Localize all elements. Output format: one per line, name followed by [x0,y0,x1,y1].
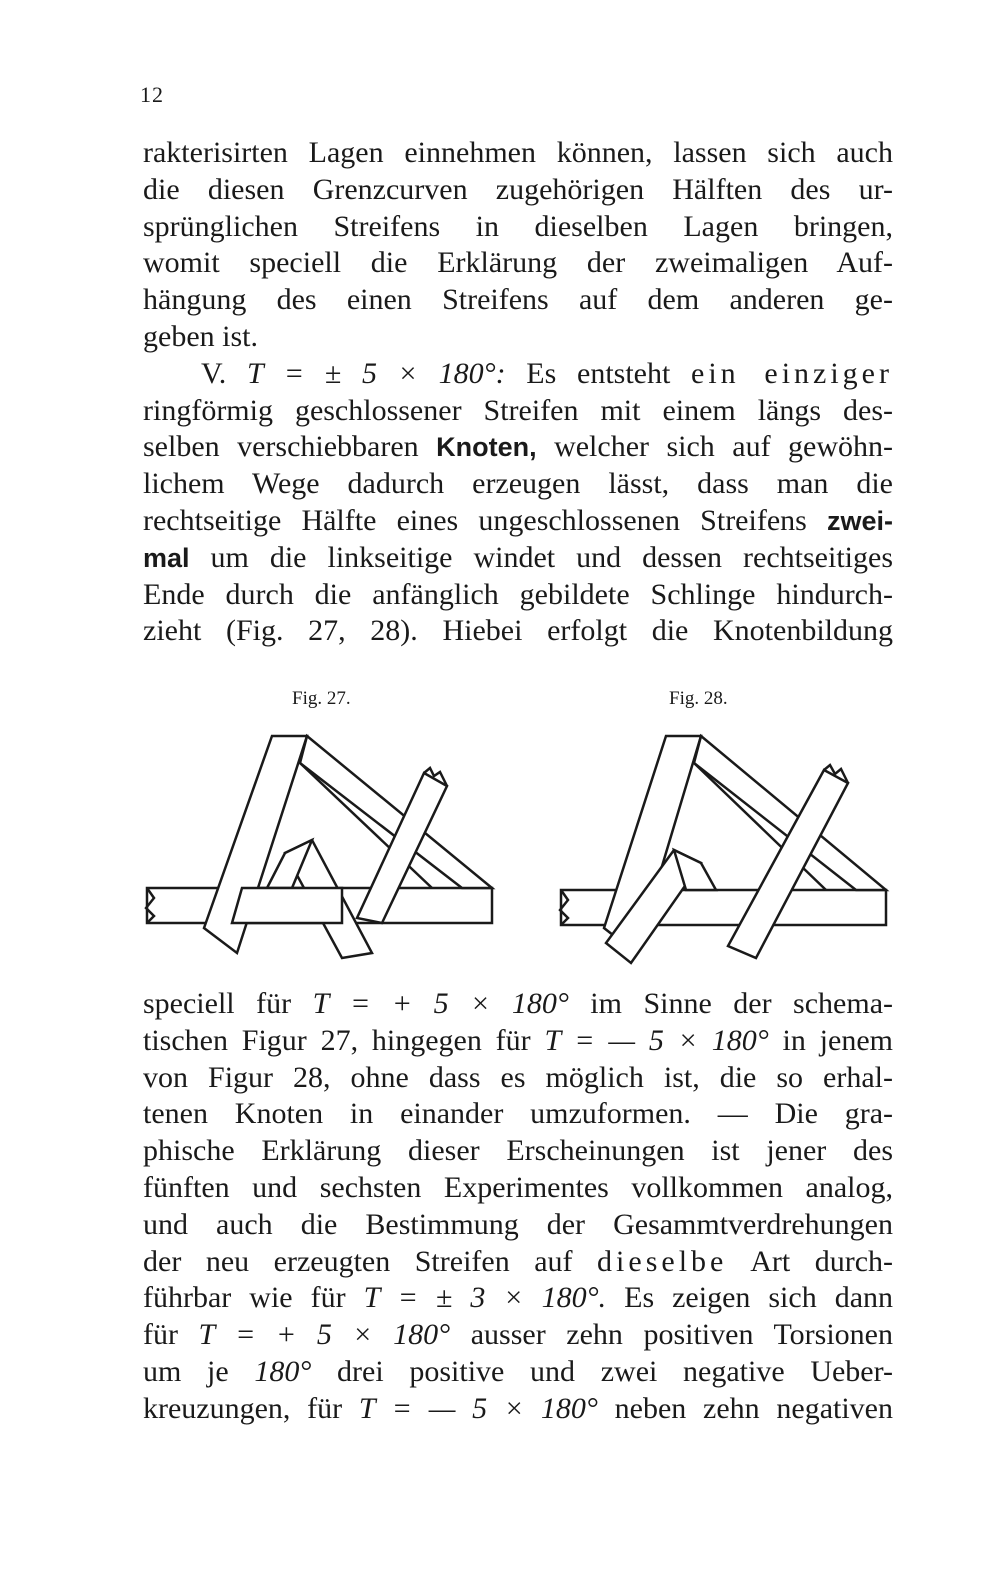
figure-caption-28: Fig. 28. [669,688,728,709]
figure-caption-27: Fig. 27. [292,688,351,709]
horizontal-strip-front [232,888,342,923]
text-line [143,986,893,1023]
text-line [143,356,893,393]
text-line [143,1280,893,1317]
text-span: neben zehn negativen [597,1391,893,1425]
formula: T = + 5 × 180° [198,1318,451,1352]
text-line: und auch die Bestimmung der Gesammtverdrehungen [143,1207,893,1241]
text-span: selben verschiebbaren [143,430,437,464]
section-label: V. [201,356,227,390]
emphasis-spaced: dieselbe [597,1244,728,1278]
paragraph-continuation [143,986,893,1428]
text-line: rakterisirten Lagen einnehmen können, lassen sich auch [143,136,893,169]
text-span: führbar wie für [143,1281,364,1315]
text-line [143,1023,893,1060]
text-line: fünften und sechsten Experimentes vollkommen analog, [143,1170,893,1204]
text-span: ausser zehn positiven Torsionen [450,1318,894,1352]
paragraph-section-v [143,356,893,650]
text-line [143,1391,893,1428]
figure-28-knot-diagram [556,718,896,968]
formula: T = ± 3 × 180°. [363,1281,607,1315]
formula: T = + 5 × 180° [312,987,569,1020]
text-line: hängung des einen Streifens auf dem anderen ge- [143,283,893,317]
page-number: 12 [140,82,164,107]
emphasis-bold: mal [143,542,190,573]
text-span: in jenem [768,1023,893,1057]
text-line: die diesen Grenzcurven zugehörigen Hälften des ur- [143,172,893,206]
emphasis-spaced: ein einziger [691,356,893,390]
paragraph-continuation [143,135,893,356]
text-span: Art durch- [727,1244,893,1278]
text-span: Es entsteht [505,356,692,390]
text-line [143,1317,893,1354]
text-span: für [143,1318,199,1352]
text-line: tenen Knoten in einander umzuformen. — Die gra- [143,1097,893,1131]
text-line: Ende durch die anfänglich gebildete Schlinge hindurch- [143,577,893,611]
text-line [143,1244,893,1281]
text-line: womit speciell die Erklärung der zweimaligen Auf- [143,246,893,280]
text-line: geben ist. [143,319,258,353]
formula: 180° [254,1354,312,1388]
text-span: im Sinne der schema- [568,987,893,1020]
text-span: speciell für [143,987,313,1020]
text-line: lichem Wege dadurch erzeugen lässt, dass man die [143,467,893,501]
knot-illustration-28 [556,718,896,968]
text-span: drei positive und zwei negative Ueber- [311,1354,893,1388]
text-span: kreuzungen, für [143,1391,359,1425]
body-text-upper [143,135,893,650]
body-text-lower [143,986,893,1428]
text-line: phische Erklärung dieser Erscheinungen ist jener des [143,1134,893,1168]
text-line: ringförmig geschlossener Streifen mit einem längs des- [143,393,893,427]
text-span: rechtseitige Hälfte eines ungeschlossenen Streifens [143,503,827,537]
text-line [143,1354,893,1391]
formula: T = ± 5 × 180°: [247,356,506,390]
emphasis-bold: zwei- [826,505,893,536]
text-span: um die linkseitige windet und dessen rechtseitiges [189,540,893,574]
text-span: welcher sich auf gewöhn- [536,430,893,464]
text-span: um je [143,1354,255,1388]
formula: T = — 5 × 180° [358,1391,598,1425]
knot-illustration-27 [142,718,502,968]
text-line: zieht (Fig. 27, 28). Hiebei erfolgt die Knotenbildung [143,614,893,648]
text-line [143,540,893,577]
text-line [143,503,893,540]
text-line: von Figur 28, ohne dass es möglich ist, die so erhal- [143,1060,893,1094]
figure-27-knot-diagram [142,718,502,968]
emphasis-bold: Knoten, [436,432,537,463]
text-span: tischen Figur 27, hingegen für [143,1023,545,1057]
text-span: Es zeigen sich dann [606,1281,894,1315]
text-span: der neu erzeugten Streifen auf [143,1244,598,1278]
text-line: sprünglichen Streifens in dieselben Lagen bringen, [143,209,893,243]
text-line [143,429,893,466]
formula: T = — 5 × 180° [544,1023,769,1057]
